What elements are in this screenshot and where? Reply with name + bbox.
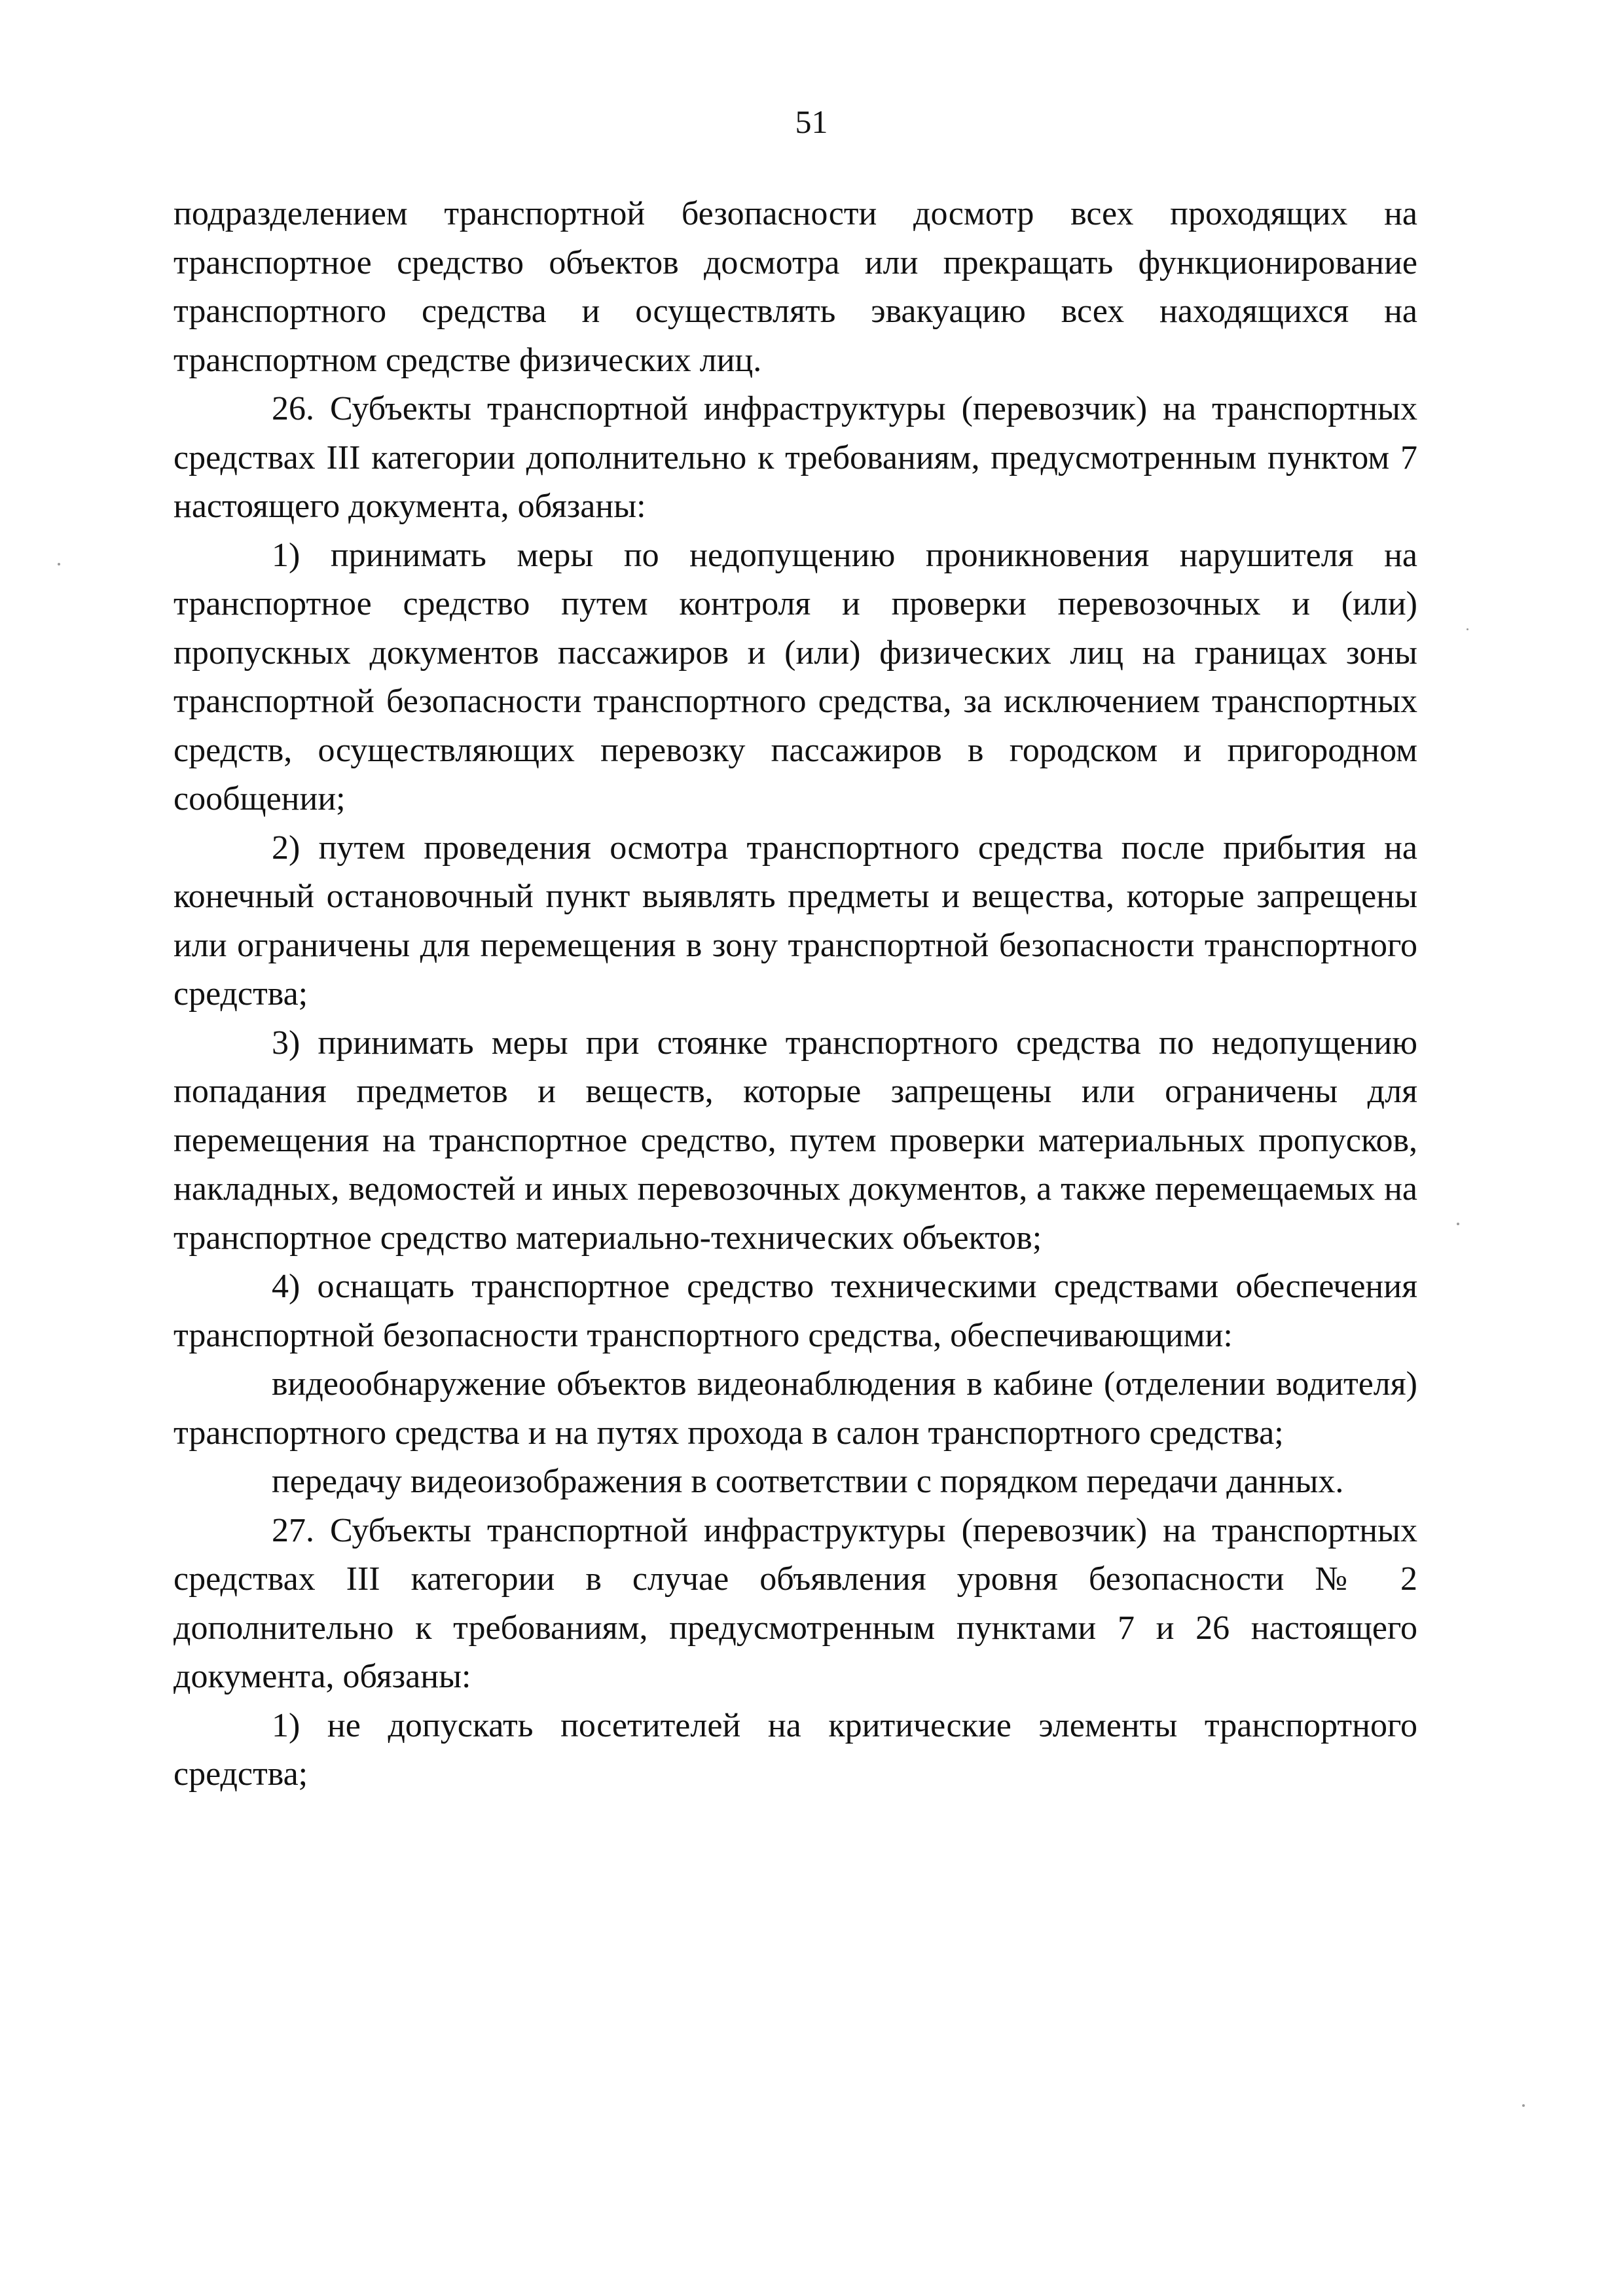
scan-speck bbox=[1457, 1223, 1459, 1225]
paragraph-item-27: 27. Субъекты транспортной инфраструктуры (перевозчик) на транспортных средствах III категории в случае объявления уровня безопасности № 2 дополнительно к требованиям, предусмотренным пунктами 7 и 26 настоящего документа, обязаны: bbox=[173, 1511, 1417, 1695]
scan-speck bbox=[1522, 2104, 1525, 2107]
scan-speck bbox=[58, 563, 60, 565]
paragraph-subitem-26-4: 4) оснащать транспортное средство техническими средствами обеспечения транспортной безопасности транспортного средства, обеспечивающими: bbox=[173, 1268, 1417, 1354]
document-body bbox=[173, 190, 1417, 1799]
paragraph-subitem-26-2: 2) путем проведения осмотра транспортного средства после прибытия на конечный остановочный пункт выявлять предметы и вещества, которые запрещены или ограничены для перемещения в зону транспортной безопасности транспортного средства; bbox=[173, 829, 1417, 1013]
scan-speck bbox=[1467, 628, 1468, 630]
paragraph-video-transfer: передачу видеоизображения в соответствии с порядком передачи данных. bbox=[272, 1463, 1344, 1500]
paragraph-subitem-26-1: 1) принимать меры по недопущению проникновения нарушителя на транспортное средство путем контроля и проверки перевозочных и (или) пропускных документов пассажиров и (или) физических лиц на границах зоны транспортной безопасности транспортного средства, за исключением транспортных средств, осуществляющих перевозку пассажиров в городском и пригородном сообщении; bbox=[173, 536, 1417, 817]
page-number: 51 bbox=[795, 103, 828, 140]
paragraph-continuation: подразделением транспортной безопасности досмотр всех проходящих на транспортное средство объектов досмотра или прекращать функционирование транспортного средства и осуществлять эвакуацию всех находящихся на транспортном средстве физических лиц. bbox=[173, 195, 1417, 379]
paragraph-subitem-26-3: 3) принимать меры при стоянке транспортного средства по недопущению попадания предметов и веществ, которые запрещены или ограничены для перемещения на транспортное средство, путем проверки материальных пропусков, накладных, ведомостей и иных перевозочных документов, а также перемещаемых на транспортное средство материально-технических объектов; bbox=[173, 1024, 1417, 1257]
paragraph-subitem-27-1: 1) не допускать посетителей на критические элементы транспортного средства; bbox=[173, 1706, 1417, 1793]
paragraph-item-26: 26. Субъекты транспортной инфраструктуры (перевозчик) на транспортных средствах III категории дополнительно к требованиям, предусмотренным пунктом 7 настоящего документа, обязаны: bbox=[173, 390, 1417, 525]
paragraph-video-detection: видеообнаружение объектов видеонаблюдения в кабине (отделении водителя) транспортного средства и на путях прохода в салон транспортного средства; bbox=[173, 1365, 1417, 1452]
